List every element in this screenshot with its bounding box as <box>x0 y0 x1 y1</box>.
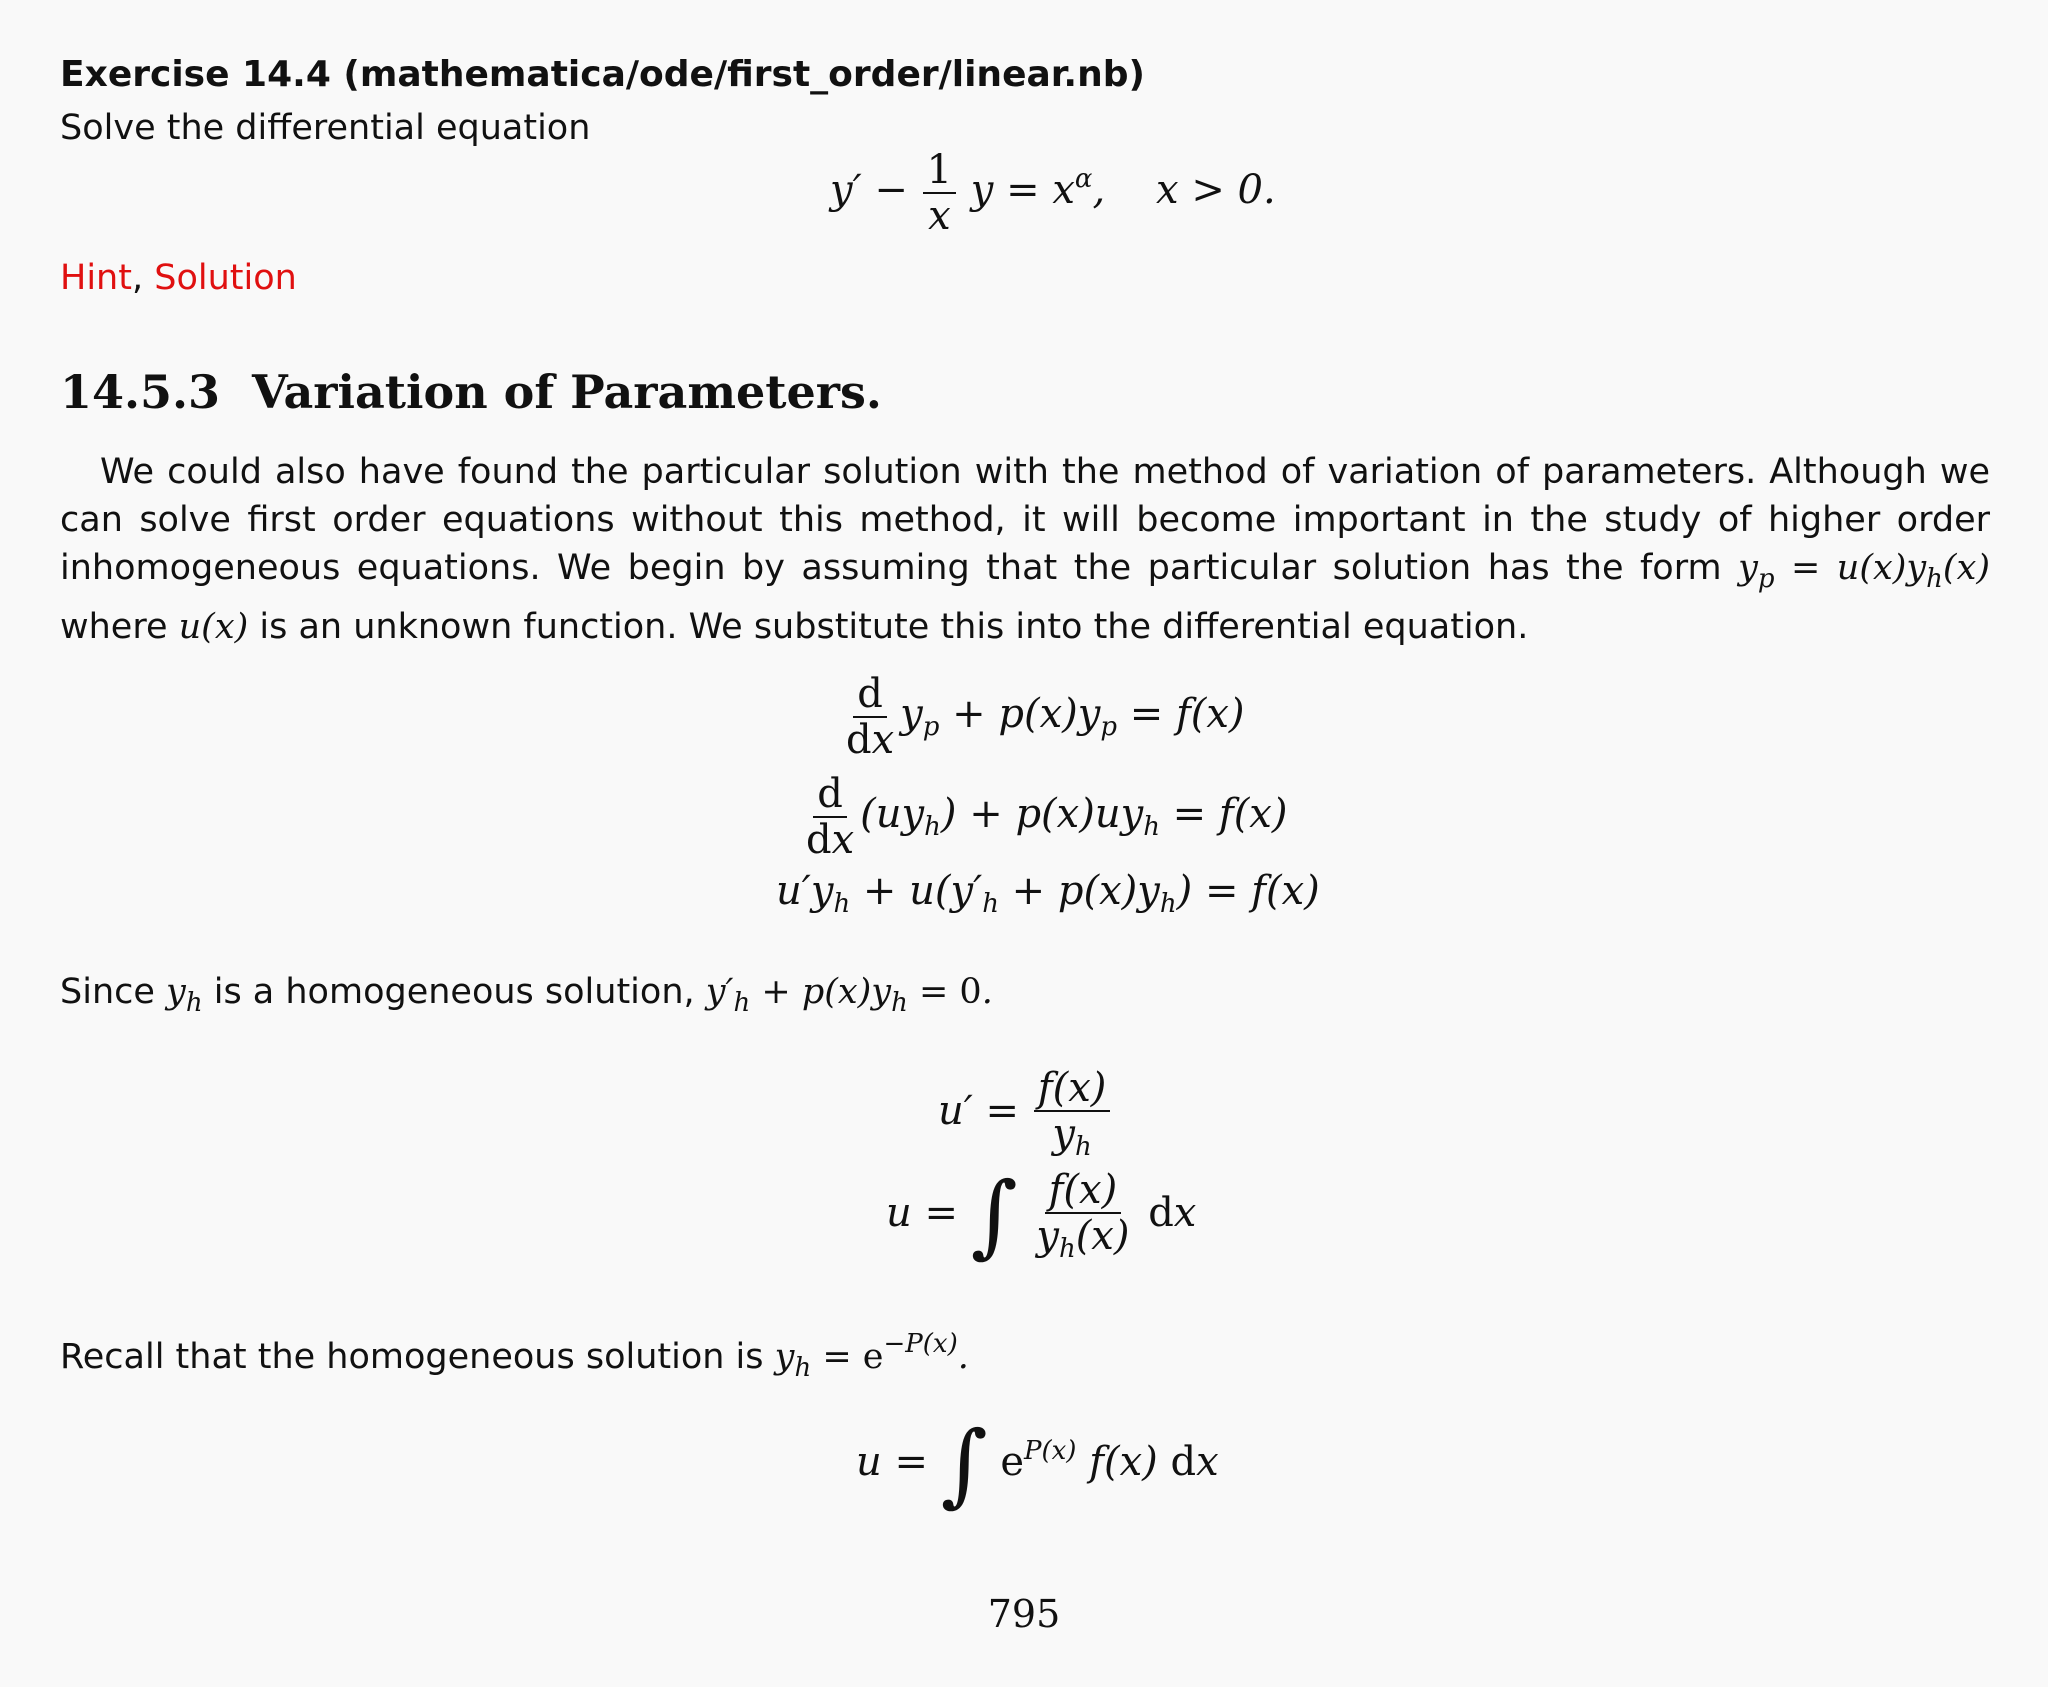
exercise-links <box>60 254 297 302</box>
u-prime-equation: u′ = $\frac{f(x)}{y_h}$ <box>938 1066 1112 1162</box>
section-title: Variation of Parameters. <box>252 365 882 419</box>
integral-sign: ∫ <box>970 1162 1018 1268</box>
exercise-equation: y′ − $\frac{1}{x}$ $y = x^\alpha$, x > 0. <box>830 147 1276 239</box>
recall-text-a: Recall that the homogeneous solution is <box>60 1337 764 1377</box>
paragraph-text-a: We could also have found the particular solution with the method of variation of parameters. Although we can solve first order equations without this method, it will become important in the study of higher order inhomogeneous equations. We begin by assuming that the particular solution has the form <box>60 452 1990 588</box>
equation-line-3: $u'y_h + u(y'_h + p(x)y_h) = f(x)$ <box>776 868 1320 919</box>
u-final-equation: u = ∫ $e^{P(x)}$ f(x) dx <box>856 1412 1219 1517</box>
section-heading <box>60 365 882 419</box>
yh-exponential-math: $y_h = e^{-P(x)}$. <box>774 1329 969 1383</box>
paragraph-text-c: is an unknown function. We substitute this into the differential equation. <box>259 607 1529 647</box>
u-of-x-math: u(x) <box>178 607 249 647</box>
integral-sign-final: ∫ <box>940 1412 988 1517</box>
link-separator: , <box>131 258 144 298</box>
section-number: 14.5.3 <box>60 365 221 419</box>
exercise-title: Exercise 14.4 (mathematica/ode/first_order/linear.nb) <box>60 54 1145 95</box>
recall-line <box>60 1320 969 1392</box>
page-number: 795 <box>987 1592 1061 1636</box>
solution-link[interactable]: Solution <box>154 258 297 298</box>
exercise-prompt: Solve the differential equation <box>60 108 591 148</box>
equation-line-1: $\frac{d}{dx}$ $y_p + p(x)y_p = f(x)$ <box>846 671 1245 763</box>
intro-paragraph <box>60 448 1990 651</box>
paragraph-text-b: where <box>60 607 168 647</box>
u-integral-equation: u = ∫ $\frac{f(x)}{y_h(x)}$ dx <box>886 1162 1197 1268</box>
since-text-b: is a homogeneous solution, <box>213 972 695 1012</box>
yp-definition-math: $y_p = u(x)y_h(x)$ <box>1738 548 1990 594</box>
homogeneous-condition-math: $y'_h + p(x)y_h = 0$. <box>705 972 993 1018</box>
hint-link[interactable]: Hint <box>60 258 132 298</box>
equation-line-2: $\frac{d}{dx}$ $(uy_h) + p(x)uy_h = f(x)$ <box>806 771 1288 863</box>
since-text-a: Since <box>60 972 155 1012</box>
yh-math: $y_h$ <box>166 972 203 1018</box>
since-line <box>60 968 993 1027</box>
